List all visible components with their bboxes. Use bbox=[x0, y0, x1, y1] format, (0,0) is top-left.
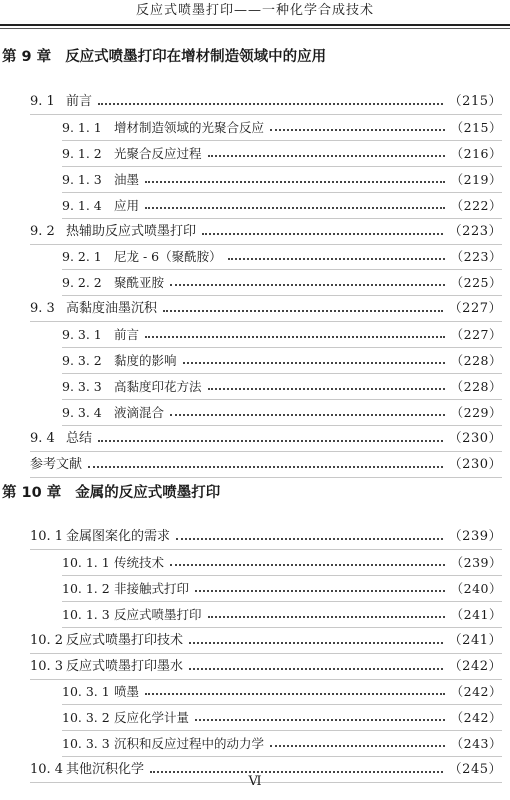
entry-page-number: （241） bbox=[448, 633, 502, 648]
dot-leader bbox=[88, 466, 443, 468]
dot-leader bbox=[208, 155, 445, 157]
entry-number: 9. 1 bbox=[30, 94, 55, 109]
references-entry[interactable] bbox=[30, 454, 502, 476]
entry-page-number: （230） bbox=[448, 457, 502, 472]
dot-leader bbox=[228, 258, 445, 260]
entry-number: 9. 3. 4 bbox=[62, 405, 102, 420]
entry-page-number: （239） bbox=[450, 555, 502, 570]
entry-title: 反应式喷墨打印墨水 bbox=[66, 659, 184, 674]
toc-subsection-entry[interactable] bbox=[62, 324, 502, 346]
entry-title: 高黏度油墨沉积 bbox=[66, 301, 158, 316]
dot-leader bbox=[145, 181, 445, 183]
entry-page-number: （240） bbox=[450, 581, 502, 596]
entry-number: 10. 3. 3 bbox=[62, 736, 110, 751]
toc-subsection-entry[interactable] bbox=[62, 195, 502, 217]
toc-subsection-entry[interactable] bbox=[62, 272, 502, 294]
dot-leader bbox=[170, 414, 445, 416]
entry-number: 9. 3 bbox=[30, 301, 55, 316]
entry-number: 9. 3. 3 bbox=[62, 379, 102, 394]
entry-page-number: （215） bbox=[450, 120, 502, 135]
toc-subsection-entry[interactable] bbox=[62, 376, 502, 398]
toc-section-entry[interactable] bbox=[30, 298, 502, 320]
entry-page-number: （225） bbox=[450, 275, 502, 290]
toc-section-entry[interactable] bbox=[30, 526, 502, 548]
dot-leader bbox=[98, 103, 443, 105]
entry-page-number: （242） bbox=[448, 659, 502, 674]
entry-number: 10. 1 bbox=[30, 529, 64, 544]
entry-number: 10. 3 bbox=[30, 659, 64, 674]
toc-subsection-entry[interactable] bbox=[62, 578, 502, 600]
dot-leader bbox=[145, 693, 445, 695]
entry-title: 热辅助反应式喷墨打印 bbox=[66, 224, 197, 239]
dot-leader bbox=[195, 719, 445, 721]
entry-number: 10. 2 bbox=[30, 633, 64, 648]
header-rule-thin bbox=[0, 28, 510, 29]
entry-title: 沉积和反应过程中的动力学 bbox=[114, 736, 265, 751]
toc-section-entry[interactable] bbox=[30, 91, 502, 113]
entry-title: 聚酰亚胺 bbox=[114, 275, 165, 290]
toc-subsection-entry[interactable] bbox=[62, 143, 502, 165]
page-folio: Ⅵ bbox=[248, 774, 262, 789]
entry-divider bbox=[30, 244, 502, 245]
entry-title: 非接触式打印 bbox=[114, 581, 190, 596]
chapter-number: 第 10 章 bbox=[2, 485, 62, 501]
entry-title: 液滴混合 bbox=[114, 405, 165, 420]
entry-page-number: （245） bbox=[448, 762, 502, 777]
dot-leader bbox=[145, 336, 445, 338]
entry-page-number: （229） bbox=[450, 405, 502, 420]
chapter-title: 金属的反应式喷墨打印 bbox=[75, 485, 221, 501]
dot-leader bbox=[170, 564, 445, 566]
chapter-heading[interactable] bbox=[2, 46, 326, 68]
entry-page-number: （239） bbox=[448, 529, 502, 544]
entry-page-number: （243） bbox=[450, 736, 502, 751]
entry-number: 9. 1. 2 bbox=[62, 146, 102, 161]
toc-subsection-entry[interactable] bbox=[62, 350, 502, 372]
entry-title: 反应式喷墨打印技术 bbox=[66, 633, 184, 648]
toc-subsection-entry[interactable] bbox=[62, 733, 502, 755]
entry-number: 9. 3. 2 bbox=[62, 353, 102, 368]
dot-leader bbox=[208, 388, 445, 390]
entry-divider bbox=[62, 295, 502, 296]
entry-divider bbox=[30, 451, 502, 452]
chapter-number: 第 9 章 bbox=[2, 49, 52, 65]
entry-divider bbox=[62, 704, 502, 705]
entry-divider bbox=[62, 425, 502, 426]
entry-page-number: （219） bbox=[450, 172, 502, 187]
entry-divider bbox=[62, 756, 502, 757]
entry-number: 10. 1. 3 bbox=[62, 607, 110, 622]
dot-leader bbox=[189, 668, 443, 670]
entry-title: 传统技术 bbox=[114, 555, 165, 570]
dot-leader bbox=[176, 538, 443, 540]
dot-leader bbox=[195, 590, 445, 592]
entry-divider bbox=[62, 399, 502, 400]
entry-page-number: （227） bbox=[448, 301, 502, 316]
entry-divider bbox=[30, 477, 502, 478]
entry-title: 反应式喷墨打印 bbox=[114, 607, 202, 622]
header-rule bbox=[0, 24, 510, 26]
entry-page-number: （228） bbox=[450, 353, 502, 368]
entry-page-number: （242） bbox=[450, 684, 502, 699]
entry-number: 9. 3. 1 bbox=[62, 327, 102, 342]
toc-subsection-entry[interactable] bbox=[62, 552, 502, 574]
entry-number: 10. 3. 2 bbox=[62, 710, 110, 725]
entry-divider bbox=[30, 114, 502, 115]
entry-number: 9. 1. 1 bbox=[62, 120, 102, 135]
dot-leader bbox=[208, 616, 445, 618]
entry-divider bbox=[62, 192, 502, 193]
entry-divider bbox=[62, 627, 502, 628]
entry-page-number: （230） bbox=[448, 431, 502, 446]
entry-title: 黏度的影响 bbox=[114, 353, 177, 368]
entry-divider bbox=[30, 679, 502, 680]
entry-number: 9. 1. 3 bbox=[62, 172, 102, 187]
toc-subsection-entry[interactable] bbox=[62, 169, 502, 191]
entry-number: 9. 2 bbox=[30, 224, 55, 239]
toc-subsection-entry[interactable] bbox=[62, 402, 502, 424]
entry-page-number: （228） bbox=[450, 379, 502, 394]
toc-section-entry[interactable] bbox=[30, 656, 502, 678]
entry-number: 9. 2. 1 bbox=[62, 249, 102, 264]
entry-divider bbox=[62, 601, 502, 602]
entry-page-number: （223） bbox=[450, 249, 502, 264]
entry-title: 总结 bbox=[66, 431, 93, 446]
entry-title: 应用 bbox=[114, 198, 140, 213]
dot-leader bbox=[270, 129, 445, 131]
entry-number: 10. 4 bbox=[30, 762, 64, 777]
entry-title: 油墨 bbox=[114, 172, 140, 187]
toc-subsection-entry[interactable] bbox=[62, 604, 502, 626]
entry-title: 前言 bbox=[114, 327, 140, 342]
entry-title: 喷墨 bbox=[114, 684, 140, 699]
entry-number: 9. 1. 4 bbox=[62, 198, 102, 213]
toc-subsection-entry[interactable] bbox=[62, 681, 502, 703]
entry-title: 高黏度印花方法 bbox=[114, 379, 202, 394]
toc-subsection-entry[interactable] bbox=[62, 117, 502, 139]
dot-leader bbox=[163, 310, 443, 312]
entry-divider bbox=[62, 347, 502, 348]
dot-leader bbox=[183, 362, 445, 364]
entry-number: 9. 4 bbox=[30, 431, 55, 446]
entry-page-number: （222） bbox=[450, 198, 502, 213]
entry-divider bbox=[62, 575, 502, 576]
chapter-title: 反应式喷墨打印在增材制造领域中的应用 bbox=[65, 49, 327, 65]
entry-title: 其他沉积化学 bbox=[66, 762, 145, 777]
chapter-heading[interactable] bbox=[2, 482, 220, 504]
entry-divider bbox=[30, 549, 502, 550]
entry-number: 10. 1. 2 bbox=[62, 581, 110, 596]
entry-page-number: （242） bbox=[450, 710, 502, 725]
entry-number: 9. 2. 2 bbox=[62, 275, 102, 290]
entry-page-number: （227） bbox=[450, 327, 502, 342]
entry-title: 金属图案化的需求 bbox=[66, 529, 171, 544]
entry-title: 参考文献 bbox=[30, 457, 83, 472]
toc-section-entry[interactable] bbox=[30, 221, 502, 243]
running-header: 反应式喷墨打印——一种化学合成技术 bbox=[135, 3, 374, 18]
toc-section-entry[interactable] bbox=[30, 428, 502, 450]
entry-title: 反应化学计量 bbox=[114, 710, 190, 725]
entry-title: 增材制造领域的光聚合反应 bbox=[114, 120, 265, 135]
entry-page-number: （223） bbox=[448, 224, 502, 239]
entry-divider bbox=[62, 373, 502, 374]
entry-divider bbox=[62, 218, 502, 219]
dot-leader bbox=[270, 745, 445, 747]
entry-number: 10. 1. 1 bbox=[62, 555, 110, 570]
entry-divider bbox=[62, 730, 502, 731]
entry-title: 光聚合反应过程 bbox=[114, 146, 202, 161]
entry-number: 10. 3. 1 bbox=[62, 684, 110, 699]
toc-subsection-entry[interactable] bbox=[62, 707, 502, 729]
entry-page-number: （241） bbox=[450, 607, 502, 622]
entry-divider bbox=[30, 321, 502, 322]
entry-title: 尼龙 - 6（聚酰胺） bbox=[114, 249, 222, 264]
dot-leader bbox=[145, 207, 445, 209]
entry-page-number: （215） bbox=[448, 94, 502, 109]
dot-leader bbox=[202, 233, 443, 235]
entry-divider bbox=[30, 653, 502, 654]
entry-title: 前言 bbox=[66, 94, 93, 109]
entry-page-number: （216） bbox=[450, 146, 502, 161]
toc-section-entry[interactable] bbox=[30, 630, 502, 652]
entry-divider bbox=[62, 166, 502, 167]
toc-subsection-entry[interactable] bbox=[62, 246, 502, 268]
dot-leader bbox=[189, 642, 443, 644]
dot-leader bbox=[170, 284, 445, 286]
entry-divider bbox=[62, 269, 502, 270]
dot-leader bbox=[98, 440, 443, 442]
entry-divider bbox=[62, 140, 502, 141]
